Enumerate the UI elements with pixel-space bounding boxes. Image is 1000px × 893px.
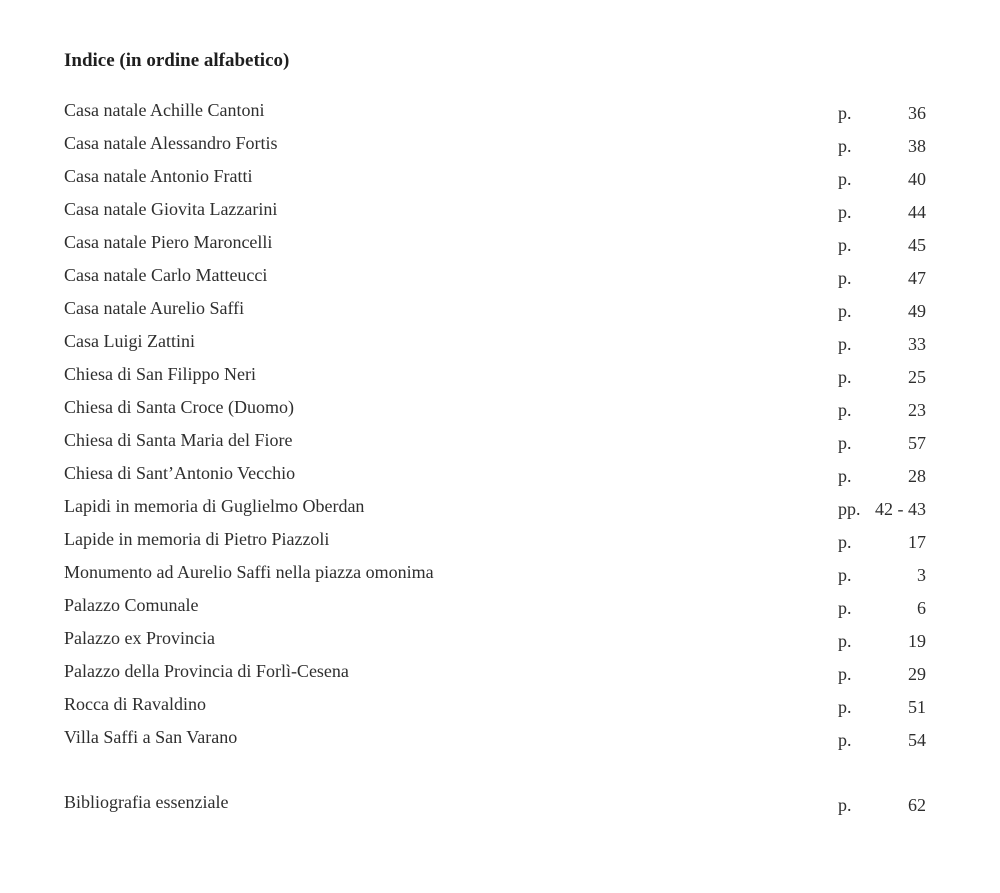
index-entry xyxy=(0,593,1000,617)
index-entry xyxy=(0,659,1000,683)
entry-name: Casa natale Antonio Fratti xyxy=(64,166,253,186)
index-entry xyxy=(0,494,1000,518)
entry-page-number: 28 xyxy=(908,466,926,486)
entry-page-number: 47 xyxy=(908,268,926,288)
entry-page-abbr: p. xyxy=(838,400,852,420)
index-entry xyxy=(0,725,1000,749)
entry-page-abbr: p. xyxy=(838,598,852,618)
entry-name: Chiesa di Sant’Antonio Vecchio xyxy=(64,463,296,483)
entry-page-number: 19 xyxy=(908,631,926,651)
index-entry xyxy=(0,362,1000,386)
entry-page-abbr: p. xyxy=(838,466,852,486)
entry-page-number: 49 xyxy=(908,301,926,321)
entry-name: Chiesa di Santa Maria del Fiore xyxy=(64,430,293,450)
index-entry xyxy=(0,98,1000,122)
entry-page-number: 17 xyxy=(908,532,926,552)
entry-page-number: 6 xyxy=(917,598,926,618)
index-title: Indice (in ordine alfabetico) xyxy=(64,50,290,71)
entry-page-abbr: p. xyxy=(838,169,852,189)
entry-page-abbr: p. xyxy=(838,433,852,453)
index-entry xyxy=(0,527,1000,551)
index-entry xyxy=(0,461,1000,485)
bibliography-entry xyxy=(0,790,1000,814)
index-entry xyxy=(0,164,1000,188)
index-entry xyxy=(0,692,1000,716)
entry-name: Casa natale Piero Maroncelli xyxy=(64,232,273,252)
entry-name: Chiesa di San Filippo Neri xyxy=(64,364,256,384)
entry-page-abbr: p. xyxy=(838,532,852,552)
entry-page-abbr: p. xyxy=(838,235,852,255)
entry-page-abbr: p. xyxy=(838,202,852,222)
index-entry xyxy=(0,626,1000,650)
entry-page-number: 51 xyxy=(908,697,926,717)
entry-page-number: 25 xyxy=(908,367,926,387)
entry-name: Lapide in memoria di Pietro Piazzoli xyxy=(64,529,330,549)
index-entry xyxy=(0,329,1000,353)
index-entry xyxy=(0,428,1000,452)
index-entry xyxy=(0,131,1000,155)
entry-name: Palazzo della Provincia di Forlì-Cesena xyxy=(64,661,349,681)
entry-name: Palazzo ex Provincia xyxy=(64,628,215,648)
entry-page-abbr: pp. xyxy=(838,499,861,519)
entry-page-number: 42 - 43 xyxy=(875,499,926,519)
entry-page-abbr: p. xyxy=(838,301,852,321)
entry-name: Chiesa di Santa Croce (Duomo) xyxy=(64,397,294,417)
entry-name: Lapidi in memoria di Guglielmo Oberdan xyxy=(64,496,365,516)
entry-page-number: 3 xyxy=(917,565,926,585)
entry-name: Rocca di Ravaldino xyxy=(64,694,206,714)
entry-page-number: 44 xyxy=(908,202,926,222)
bibliography-page-abbr: p. xyxy=(838,795,852,815)
index-entry xyxy=(0,395,1000,419)
index-entry xyxy=(0,197,1000,221)
entry-page-abbr: p. xyxy=(838,631,852,651)
entry-page-number: 36 xyxy=(908,103,926,123)
entry-page-abbr: p. xyxy=(838,103,852,123)
entry-page-abbr: p. xyxy=(838,367,852,387)
entry-name: Casa natale Aurelio Saffi xyxy=(64,298,245,318)
bibliography-name: Bibliografia essenziale xyxy=(64,792,229,812)
entry-page-number: 33 xyxy=(908,334,926,354)
entry-name: Casa natale Alessandro Fortis xyxy=(64,133,278,153)
entry-name: Casa natale Giovita Lazzarini xyxy=(64,199,278,219)
entry-page-abbr: p. xyxy=(838,664,852,684)
index-entry xyxy=(0,560,1000,584)
entry-page-abbr: p. xyxy=(838,565,852,585)
entry-name: Monumento ad Aurelio Saffi nella piazza omonima xyxy=(64,562,434,582)
entry-name: Casa Luigi Zattini xyxy=(64,331,195,351)
entry-page-number: 54 xyxy=(908,730,926,750)
entry-page-number: 57 xyxy=(908,433,926,453)
entry-page-abbr: p. xyxy=(838,730,852,750)
entry-name: Casa natale Achille Cantoni xyxy=(64,100,265,120)
entry-page-abbr: p. xyxy=(838,334,852,354)
entry-page-number: 38 xyxy=(908,136,926,156)
bibliography-page-number: 62 xyxy=(908,795,926,815)
entry-page-number: 29 xyxy=(908,664,926,684)
index-entry xyxy=(0,263,1000,287)
entry-name: Palazzo Comunale xyxy=(64,595,199,615)
entry-page-number: 40 xyxy=(908,169,926,189)
entry-name: Villa Saffi a San Varano xyxy=(64,727,238,747)
entry-name: Casa natale Carlo Matteucci xyxy=(64,265,268,285)
entry-page-abbr: p. xyxy=(838,136,852,156)
index-entry xyxy=(0,296,1000,320)
entry-page-number: 23 xyxy=(908,400,926,420)
entry-page-number: 45 xyxy=(908,235,926,255)
entry-page-abbr: p. xyxy=(838,268,852,288)
index-entry xyxy=(0,230,1000,254)
entry-page-abbr: p. xyxy=(838,697,852,717)
